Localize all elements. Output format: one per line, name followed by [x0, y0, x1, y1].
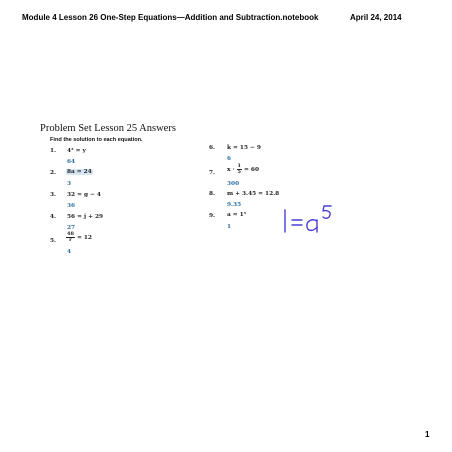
problem-equation-highlighted: 8a = 24 [67, 169, 92, 175]
problem-equation: m + 3.45 = 12.8 [227, 191, 280, 197]
worksheet-instruction: Find the solution to each equation. [50, 137, 143, 143]
notebook-date: April 24, 2014 [350, 13, 402, 22]
problem-answer: 300 [227, 181, 240, 187]
problem-answer: 1 [227, 224, 232, 230]
problem-equation: k = 15 − 9 [227, 145, 261, 151]
problem-equation [227, 164, 259, 175]
problem-equation: 32 = g − 4 [67, 192, 101, 198]
problem-answer: 64 [67, 159, 76, 165]
notebook-title: Module 4 Lesson 26 One-Step Equations—Addition and Subtraction.notebook [22, 13, 319, 22]
problem-answer: 9.35 [227, 202, 242, 208]
problem-number: 5. [50, 238, 57, 244]
page-number: 1 [425, 430, 430, 439]
fraction-denominator: r [69, 237, 72, 243]
problem-answer: 27 [67, 225, 76, 231]
problem-number: 2. [50, 170, 57, 176]
fraction [237, 164, 242, 175]
problem-number: 8. [209, 191, 216, 197]
problem-number: 7. [209, 170, 216, 176]
problem-number: 4. [50, 214, 57, 220]
problem-equation [66, 232, 92, 243]
problem-number: 6. [209, 145, 216, 151]
fraction-denominator: 5 [237, 169, 242, 175]
equation-rhs: = 12 [77, 235, 92, 241]
problem-number: 9. [209, 213, 216, 219]
problem-number: 3. [50, 192, 57, 198]
problem-equation: a = 1⁵ [227, 212, 247, 218]
handwritten-annotation [280, 200, 360, 236]
problem-equation: 56 = j + 29 [67, 214, 104, 220]
problem-answer: 6 [227, 156, 232, 162]
fraction [66, 232, 75, 243]
problem-answer: 3 [67, 181, 72, 187]
problem-answer: 4 [67, 249, 72, 255]
problem-equation: 4³ = y [67, 148, 86, 154]
equation-lhs: x · [227, 167, 235, 173]
equation-rhs: = 60 [244, 167, 259, 173]
problem-number: 1. [50, 148, 57, 154]
worksheet-title: Problem Set Lesson 25 Answers [40, 123, 176, 134]
fraction-numerator: 1 [237, 163, 242, 169]
problem-answer: 36 [67, 203, 76, 209]
fraction-numerator: 48 [67, 231, 74, 237]
